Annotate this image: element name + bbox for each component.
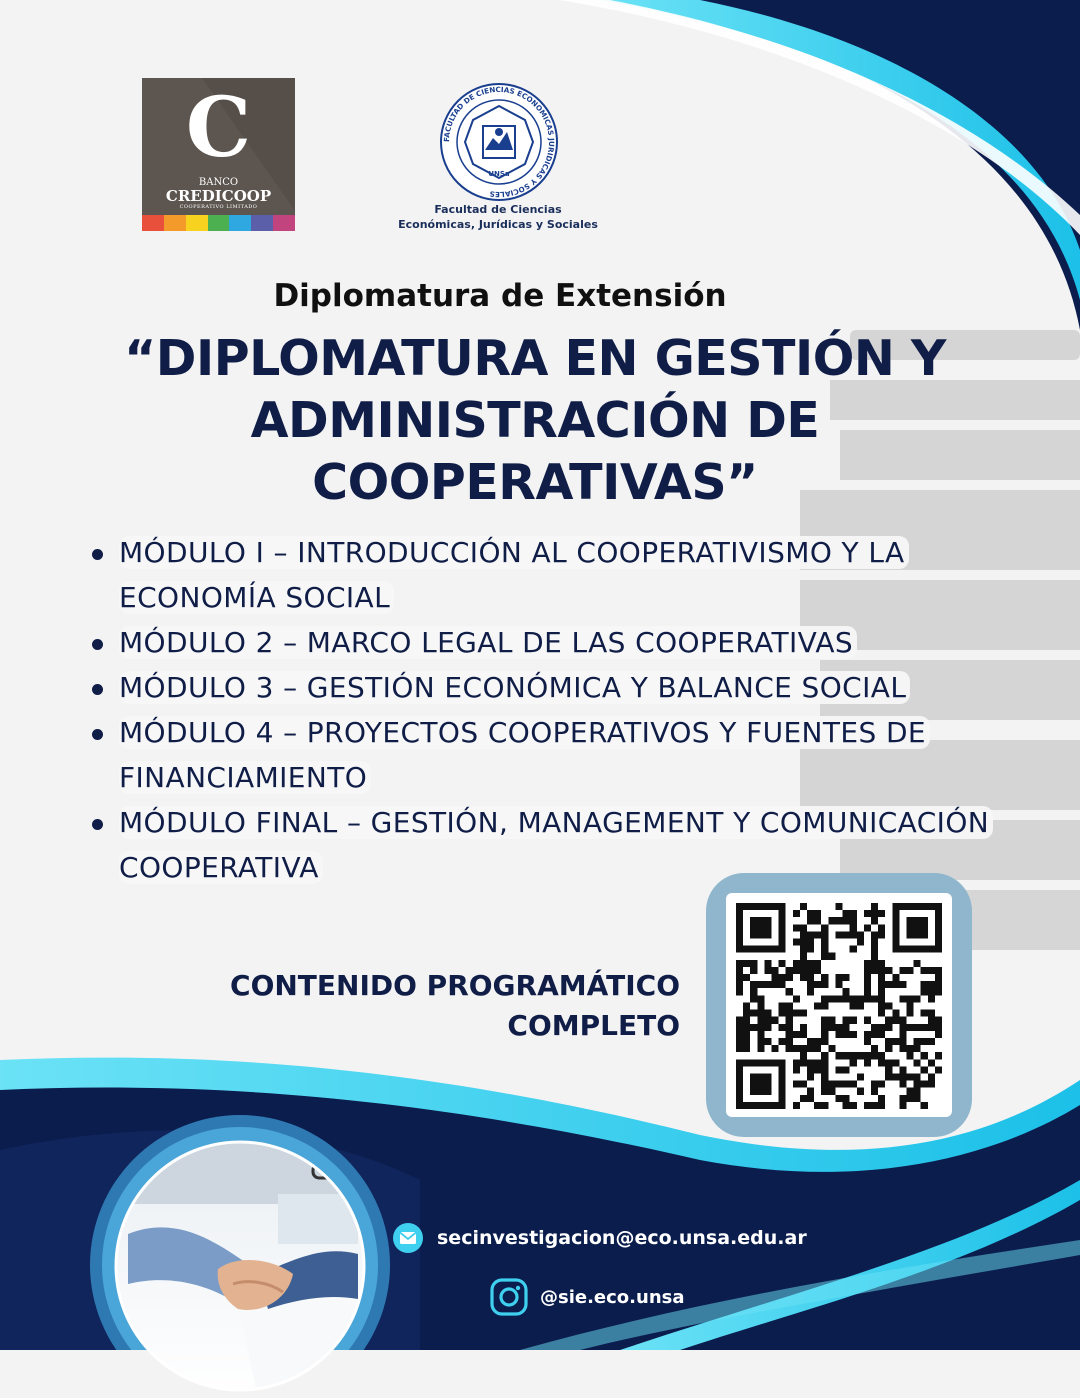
module-item (88, 620, 1038, 665)
logo-credicoop-text: CREDICOOP (165, 187, 272, 205)
instagram-icon (489, 1277, 529, 1317)
title-line-2: ADMINISTRACIÓN DE (250, 392, 820, 449)
stripe-segment (164, 215, 186, 231)
stripe-segment (273, 215, 295, 231)
program-content-label (150, 966, 680, 1046)
module-label: MÓDULO I – INTRODUCCIÓN AL COOPERATIVISMO Y LA ECONOMÍA SOCIAL (119, 536, 909, 614)
contact-email[interactable]: secinvestigacion@eco.unsa.edu.ar (437, 1227, 807, 1249)
main-title (30, 328, 1040, 514)
logo-banco-text: BANCO (198, 177, 239, 188)
bullet (92, 819, 103, 830)
modules-list (88, 530, 1038, 890)
qr-code[interactable] (736, 903, 942, 1109)
module-item (88, 665, 1038, 710)
seal-text: FACULTAD DE CIENCIAS ECONOMICAS JURIDICAS Y SOCIALES (441, 84, 557, 200)
subtitle: Diplomatura de Extensión (273, 278, 727, 314)
faculty-name (380, 202, 616, 232)
faculty-name-line2: Económicas, Jurídicas y Sociales (398, 218, 598, 231)
stripe-segment (208, 215, 230, 231)
seal-abbrev: UNSa (488, 170, 510, 178)
envelope-icon (392, 1222, 424, 1254)
module-label: MÓDULO 3 – GESTIÓN ECONÓMICA Y BALANCE SOCIAL (119, 671, 910, 704)
instagram-handle[interactable]: @sie.eco.unsa (540, 1287, 685, 1308)
module-item (88, 530, 1038, 620)
module-label: MÓDULO 4 – PROYECTOS COOPERATIVOS Y FUENTES DE FINANCIAMIENTO (119, 716, 930, 794)
stripe-segment (186, 215, 208, 231)
stripe-segment (229, 215, 251, 231)
title-line-1: “DIPLOMATURA EN GESTIÓN Y (124, 330, 946, 387)
credicoop-logo (142, 78, 295, 231)
logo-color-stripe (142, 215, 295, 231)
module-label: MÓDULO FINAL – GESTIÓN, MANAGEMENT Y COMUNICACIÓN COOPERATIVA (119, 806, 993, 884)
logo-tagline: COOPERATIVO LIMITADO (179, 204, 258, 210)
module-label: MÓDULO 2 – MARCO LEGAL DE LAS COOPERATIVAS (119, 626, 857, 659)
bullet (92, 549, 103, 560)
logo-letter: C (185, 80, 252, 176)
bullet (92, 684, 103, 695)
module-item (88, 710, 1038, 800)
stripe-segment (142, 215, 164, 231)
faculty-seal (437, 80, 561, 204)
handshake-photo (108, 1134, 372, 1398)
bullet (92, 729, 103, 740)
bullet (92, 639, 103, 650)
faculty-name-line1: Facultad de Ciencias (434, 203, 562, 216)
cta-line-2: COMPLETO (507, 1009, 680, 1042)
title-line-3: COOPERATIVAS” (312, 454, 758, 511)
stripe-segment (251, 215, 273, 231)
cta-line-1: CONTENIDO PROGRAMÁTICO (230, 969, 680, 1002)
